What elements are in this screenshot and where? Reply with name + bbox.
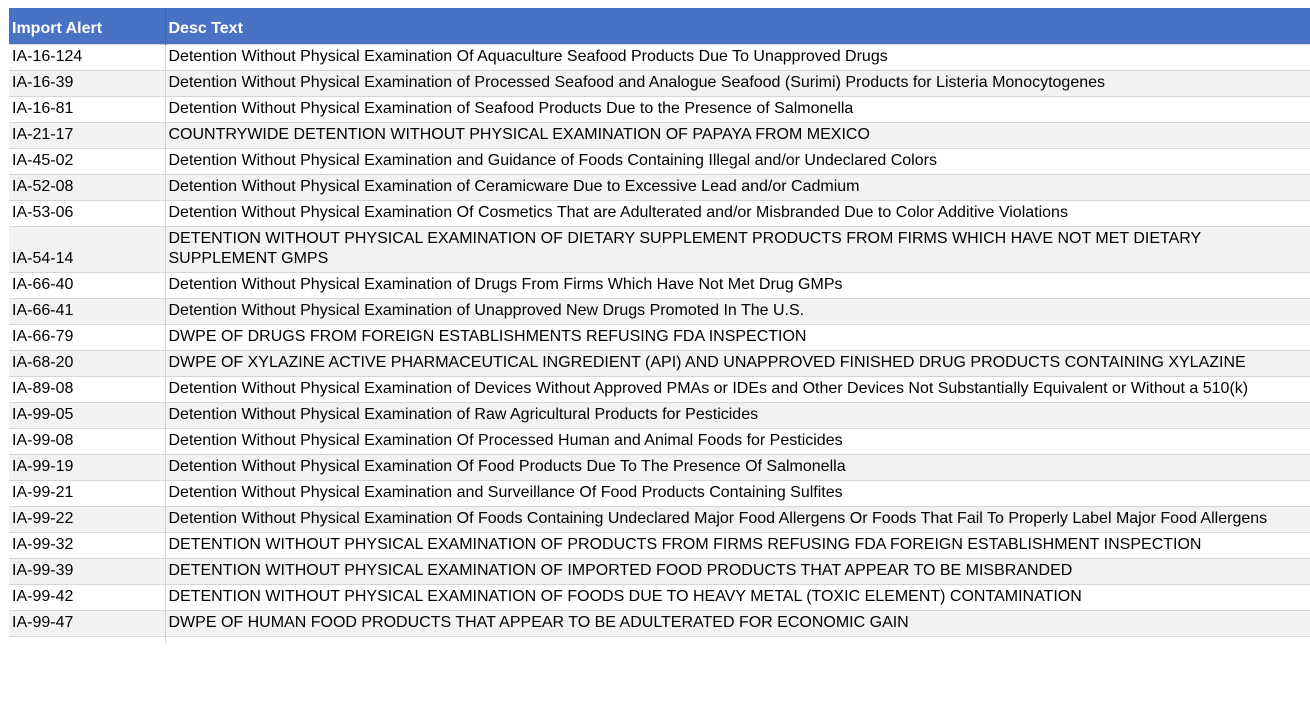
table-row[interactable]: [9, 533, 1310, 559]
import-alert-cell[interactable]: IA-99-32: [9, 533, 165, 559]
desc-text-cell[interactable]: DETENTION WITHOUT PHYSICAL EXAMINATION OF IMPORTED FOOD PRODUCTS THAT APPEAR TO BE MISBRANDED: [165, 559, 1310, 585]
desc-text-cell[interactable]: DWPE OF DRUGS FROM FOREIGN ESTABLISHMENTS REFUSING FDA INSPECTION: [165, 325, 1310, 351]
table-row[interactable]: [9, 559, 1310, 585]
table-row[interactable]: [9, 97, 1310, 123]
import-alert-cell[interactable]: IA-66-41: [9, 299, 165, 325]
table-row[interactable]: [9, 481, 1310, 507]
table-row[interactable]: [9, 273, 1310, 299]
empty-row[interactable]: [9, 637, 1310, 644]
desc-text-cell[interactable]: Detention Without Physical Examination Of Aquaculture Seafood Products Due To Unapproved Drugs: [165, 45, 1310, 71]
table-row[interactable]: [9, 585, 1310, 611]
desc-text-cell[interactable]: Detention Without Physical Examination Of Processed Human and Animal Foods for Pesticides: [165, 429, 1310, 455]
import-alert-cell[interactable]: IA-45-02: [9, 149, 165, 175]
desc-text-cell[interactable]: Detention Without Physical Examination Of Cosmetics That are Adulterated and/or Misbranded Due to Color Additive Violations: [165, 201, 1310, 227]
table-row[interactable]: [9, 175, 1310, 201]
table-row[interactable]: [9, 455, 1310, 481]
header-row: [9, 8, 1310, 45]
desc-text-cell[interactable]: DETENTION WITHOUT PHYSICAL EXAMINATION OF DIETARY SUPPLEMENT PRODUCTS FROM FIRMS WHICH HAVE NOT MET DIETARY SUPPLEMENT GMPS: [165, 227, 1310, 273]
desc-text-cell[interactable]: Detention Without Physical Examination of Seafood Products Due to the Presence of Salmonella: [165, 97, 1310, 123]
import-alert-table: [9, 8, 1310, 643]
import-alert-cell[interactable]: IA-53-06: [9, 201, 165, 227]
table-row[interactable]: [9, 403, 1310, 429]
desc-text-cell[interactable]: Detention Without Physical Examination of Drugs From Firms Which Have Not Met Drug GMPs: [165, 273, 1310, 299]
table-row[interactable]: [9, 45, 1310, 71]
desc-text-cell[interactable]: Detention Without Physical Examination Of Foods Containing Undeclared Major Food Allergens Or Foods That Fail To Properly Label Major Food Allergens: [165, 507, 1310, 533]
empty-cell[interactable]: [165, 637, 1310, 644]
import-alert-cell[interactable]: IA-89-08: [9, 377, 165, 403]
import-alert-cell[interactable]: IA-54-14: [9, 227, 165, 273]
column-header-desc-text[interactable]: Desc Text: [165, 8, 1310, 45]
table-row[interactable]: [9, 351, 1310, 377]
table-row[interactable]: [9, 611, 1310, 637]
desc-text-cell[interactable]: COUNTRYWIDE DETENTION WITHOUT PHYSICAL EXAMINATION OF PAPAYA FROM MEXICO: [165, 123, 1310, 149]
table-row[interactable]: [9, 149, 1310, 175]
table-row[interactable]: [9, 299, 1310, 325]
desc-text-cell[interactable]: DETENTION WITHOUT PHYSICAL EXAMINATION OF PRODUCTS FROM FIRMS REFUSING FDA FOREIGN ESTABLISHMENT INSPECTION: [165, 533, 1310, 559]
import-alert-cell[interactable]: IA-16-81: [9, 97, 165, 123]
import-alert-cell[interactable]: IA-68-20: [9, 351, 165, 377]
desc-text-cell[interactable]: DWPE OF XYLAZINE ACTIVE PHARMACEUTICAL INGREDIENT (API) AND UNAPPROVED FINISHED DRUG PRODUCTS CONTAINING XYLAZINE: [165, 351, 1310, 377]
table-row[interactable]: [9, 325, 1310, 351]
table-row[interactable]: [9, 71, 1310, 97]
import-alert-cell[interactable]: IA-16-39: [9, 71, 165, 97]
empty-cell[interactable]: [9, 637, 165, 644]
desc-text-cell[interactable]: Detention Without Physical Examination of Unapproved New Drugs Promoted In The U.S.: [165, 299, 1310, 325]
desc-text-cell[interactable]: Detention Without Physical Examination and Surveillance Of Food Products Containing Sulfites: [165, 481, 1310, 507]
desc-text-cell[interactable]: Detention Without Physical Examination and Guidance of Foods Containing Illegal and/or Undeclared Colors: [165, 149, 1310, 175]
desc-text-cell[interactable]: Detention Without Physical Examination of Raw Agricultural Products for Pesticides: [165, 403, 1310, 429]
import-alert-cell[interactable]: IA-21-17: [9, 123, 165, 149]
import-alert-cell[interactable]: IA-66-79: [9, 325, 165, 351]
import-alert-cell[interactable]: IA-16-124: [9, 45, 165, 71]
table-row[interactable]: [9, 377, 1310, 403]
table-row[interactable]: [9, 507, 1310, 533]
import-alert-cell[interactable]: IA-99-39: [9, 559, 165, 585]
column-header-import-alert[interactable]: Import Alert: [9, 8, 165, 45]
table-body: [9, 45, 1310, 644]
import-alert-cell[interactable]: IA-99-05: [9, 403, 165, 429]
import-alert-cell[interactable]: IA-99-22: [9, 507, 165, 533]
import-alert-cell[interactable]: IA-66-40: [9, 273, 165, 299]
import-alert-cell[interactable]: IA-99-21: [9, 481, 165, 507]
desc-text-cell[interactable]: DWPE OF HUMAN FOOD PRODUCTS THAT APPEAR TO BE ADULTERATED FOR ECONOMIC GAIN: [165, 611, 1310, 637]
desc-text-cell[interactable]: Detention Without Physical Examination Of Food Products Due To The Presence Of Salmonella: [165, 455, 1310, 481]
table-row[interactable]: [9, 201, 1310, 227]
import-alert-cell[interactable]: IA-52-08: [9, 175, 165, 201]
import-alert-cell[interactable]: IA-99-08: [9, 429, 165, 455]
desc-text-cell[interactable]: Detention Without Physical Examination of Processed Seafood and Analogue Seafood (Surimi) Products for Listeria Monocytogenes: [165, 71, 1310, 97]
import-alert-cell[interactable]: IA-99-19: [9, 455, 165, 481]
table-row[interactable]: [9, 429, 1310, 455]
desc-text-cell[interactable]: Detention Without Physical Examination of Ceramicware Due to Excessive Lead and/or Cadmium: [165, 175, 1310, 201]
table-row[interactable]: [9, 227, 1310, 273]
desc-text-cell[interactable]: DETENTION WITHOUT PHYSICAL EXAMINATION OF FOODS DUE TO HEAVY METAL (TOXIC ELEMENT) CONTAMINATION: [165, 585, 1310, 611]
import-alert-cell[interactable]: IA-99-42: [9, 585, 165, 611]
table-row[interactable]: [9, 123, 1310, 149]
import-alert-cell[interactable]: IA-99-47: [9, 611, 165, 637]
desc-text-cell[interactable]: Detention Without Physical Examination of Devices Without Approved PMAs or IDEs and Other Devices Not Substantially Equivalent or Without a 510(k): [165, 377, 1310, 403]
